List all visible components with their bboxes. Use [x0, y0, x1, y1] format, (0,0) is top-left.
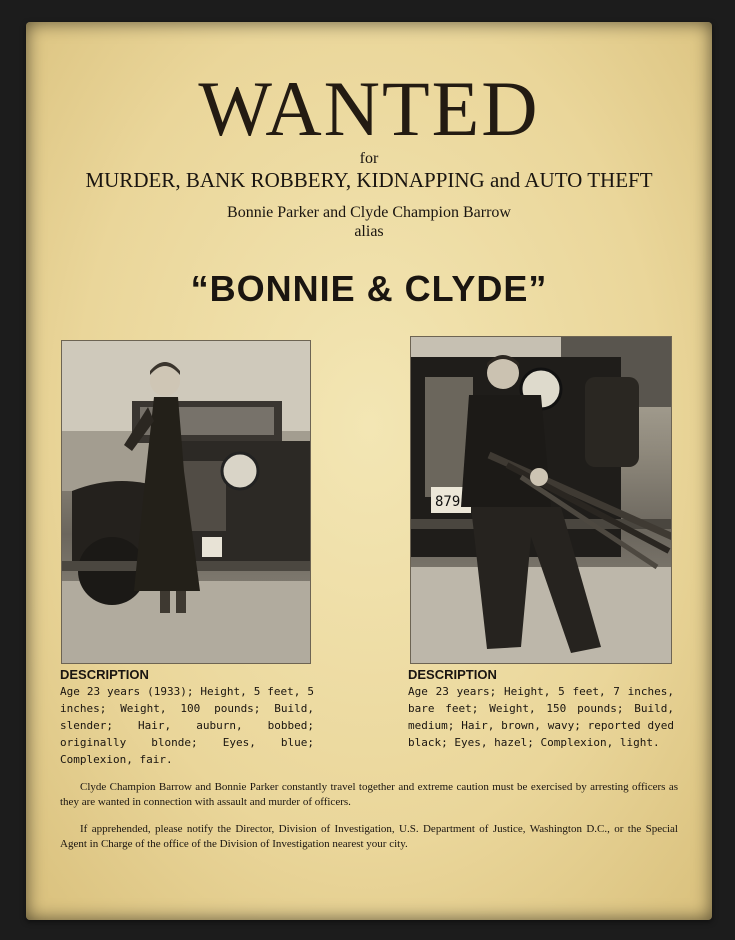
- bonnie-photo-illustration: [62, 341, 310, 663]
- alias-label: alias: [354, 223, 384, 240]
- crimes-line: MURDER, BANK ROBBERY, KIDNAPPING and AUTO THEFT: [85, 168, 653, 192]
- clyde-photo-illustration: [411, 337, 671, 663]
- poster-title: WANTED: [198, 65, 540, 152]
- bonnie-description-heading: DESCRIPTION: [60, 667, 149, 682]
- clyde-photo: [410, 336, 672, 664]
- for-label: for: [359, 150, 379, 167]
- nickname-heading: “BONNIE & CLYDE”: [190, 268, 548, 309]
- bonnie-photo: [61, 340, 311, 664]
- bonnie-description-text: Age 23 years (1933); Height, 5 feet, 5 inches; Weight, 100 pounds; Build, slender; Hair, auburn, bobbed; originally blonde; Eyes, blue; Complexion, fair.: [60, 685, 314, 766]
- license-plate: 879: [435, 494, 461, 510]
- notify-notice: If apprehended, please notify the Director, Division of Investigation, U.S. Department of Justice, Washington D.C., or the Special Agent in Charge of the office of the Division of Investigation nearest your city.: [60, 823, 678, 850]
- names-line: Bonnie Parker and Clyde Champion Barrow: [227, 204, 511, 221]
- wanted-poster: [26, 22, 712, 920]
- clyde-description-text: Age 23 years; Height, 5 feet, 7 inches, bare feet; Weight, 150 pounds; Build, medium; Hair, brown, wavy; reported dyed black; Eyes, hazel; Complexion, light.: [408, 685, 674, 749]
- clyde-description-heading: DESCRIPTION: [408, 667, 497, 682]
- caution-notice: Clyde Champion Barrow and Bonnie Parker constantly travel together and extreme caution must be exercised by arresting officers as they are wanted in connection with assault and murder of officers.: [60, 781, 678, 808]
